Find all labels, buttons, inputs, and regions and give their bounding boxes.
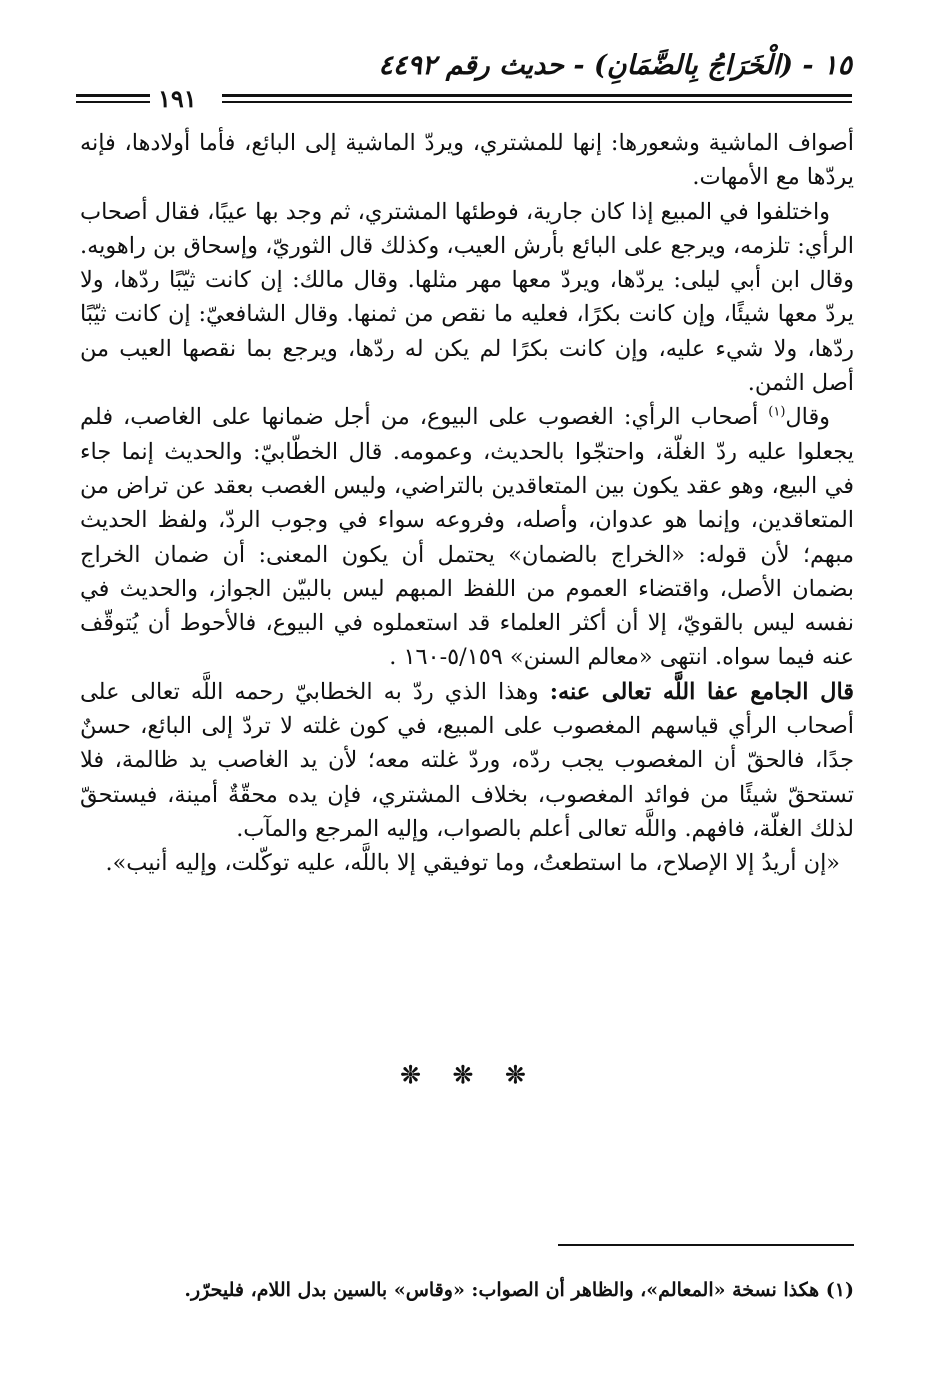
paragraph-5: «إن أريدُ إلا الإصلاح، ما استطعتُ، وما توفيقي إلا باللَّه، عليه توكّلت، وإليه أنيب». [105, 850, 840, 877]
paragraph-3-rest: أصحاب الرأي: الغصوب على البيوع، من أجل ضمانها على الغاصب، فلم يجعلوا عليه ردّ الغلّة، واحتجّوا بالحديث، وعمومه. قال الخطّابيّ: والحديث إنما جاء في البيع، وهو عقد يكون بين المتعاقدين بالتراضي، وليس الغصب بعقد عن تراض من المتعاقدين، وإنما هو عدوان، وأصله، وفروعه سواء في وجوب الردّ، ولفظ الحديث مبهم؛ لأن قوله: «الخراج بالضمان» يحتمل أن يكون المعنى: أن ضمان الخراج بضمان الأصل، واقتضاء العموم من اللفظ المبهم ليس بالبيّن الجواز، والحديث في نفسه ليس بالقويّ، إلا أن أكثر العلماء قد استعملوه في البيوع، فالأحوط أن يُتوقّف عنه فيما سواه. انتهى «معالم السنن» ٥/١٥٩-١٦٠ . [80, 404, 854, 671]
footnote-separator [558, 1244, 854, 1246]
paragraph-2: واختلفوا في المبيع إذا كان جارية، فوطئها المشتري، ثم وجد بها عيبًا، فقال أصحاب الرأي: تلزمه، ويرجع على البائع بأرش العيب، وكذلك قال الثوريّ، وإسحاق بن راهويه. وقال ابن أبي ليلى: يردّها، ويردّ معها مهر مثلها. وقال مالك: إن كانت ثيّبًا ردّها، ولا يردّ معها شيئًا، وإن كانت بكرًا، فعليه ما نقص من ثمنها. وقال الشافعيّ: إن كانت ثيّبًا ردّها، ولا شيء عليه، وإن كانت بكرًا لم يكن له ردّها، ويرجع بما نقصها العيب من أصل الثمن. [80, 198, 854, 397]
header-rule-short [76, 94, 150, 97]
footnote-1: (١) هكذا نسخة «المعالم»، والظاهر أن الصواب: «وقاس» بالسين بدل اللام، فليحرّر. [184, 1279, 854, 1301]
paragraph-3-start: وقال [785, 404, 830, 431]
header-rule-long [222, 94, 852, 97]
paragraph-4 [80, 675, 854, 846]
compiler-remark-heading: قال الجامع عفا اللَّه تعالى عنه: [549, 678, 854, 705]
section-ornament: ❊ ❊ ❊ [400, 1060, 538, 1089]
chapter-title: ١٥ - (الْخَرَاجُ بِالضَّمَانِ) - حديث رقم ٤٤٩٢ [378, 50, 852, 81]
paragraph-1: أصواف الماشية وشعورها: إنها للمشتري، ويردّ الماشية إلى البائع، فأما أولادها، فإنه يردّها مع الأمهات. [80, 130, 854, 191]
page-number: ١٩١ [158, 84, 197, 113]
paragraph-3 [80, 400, 854, 674]
page-header [70, 50, 852, 113]
main-text [80, 126, 854, 881]
paragraph-4-rest: وهذا الذي ردّ به الخطابيّ رحمه اللَّه تعالى على أصحاب الرأي قياسهم المغصوب على المبيع، في كون غلته لا تردّ إلى البائع، حسنٌ جدًا، فالحقّ أن المغصوب يجب ردّه، وردّ غلته معه؛ لأن يد الغاصب يد ظالمة، فلا تستحقّ شيئًا من فوائد المغصوب، بخلاف المشتري، فإن يده محقّةٌ أمينة، فيستحقّ لذلك الغلّة، فافهم. واللَّه تعالى أعلم بالصواب، وإليه المرجع والمآب. [80, 678, 854, 842]
footnote-marker: (١) [768, 404, 786, 420]
